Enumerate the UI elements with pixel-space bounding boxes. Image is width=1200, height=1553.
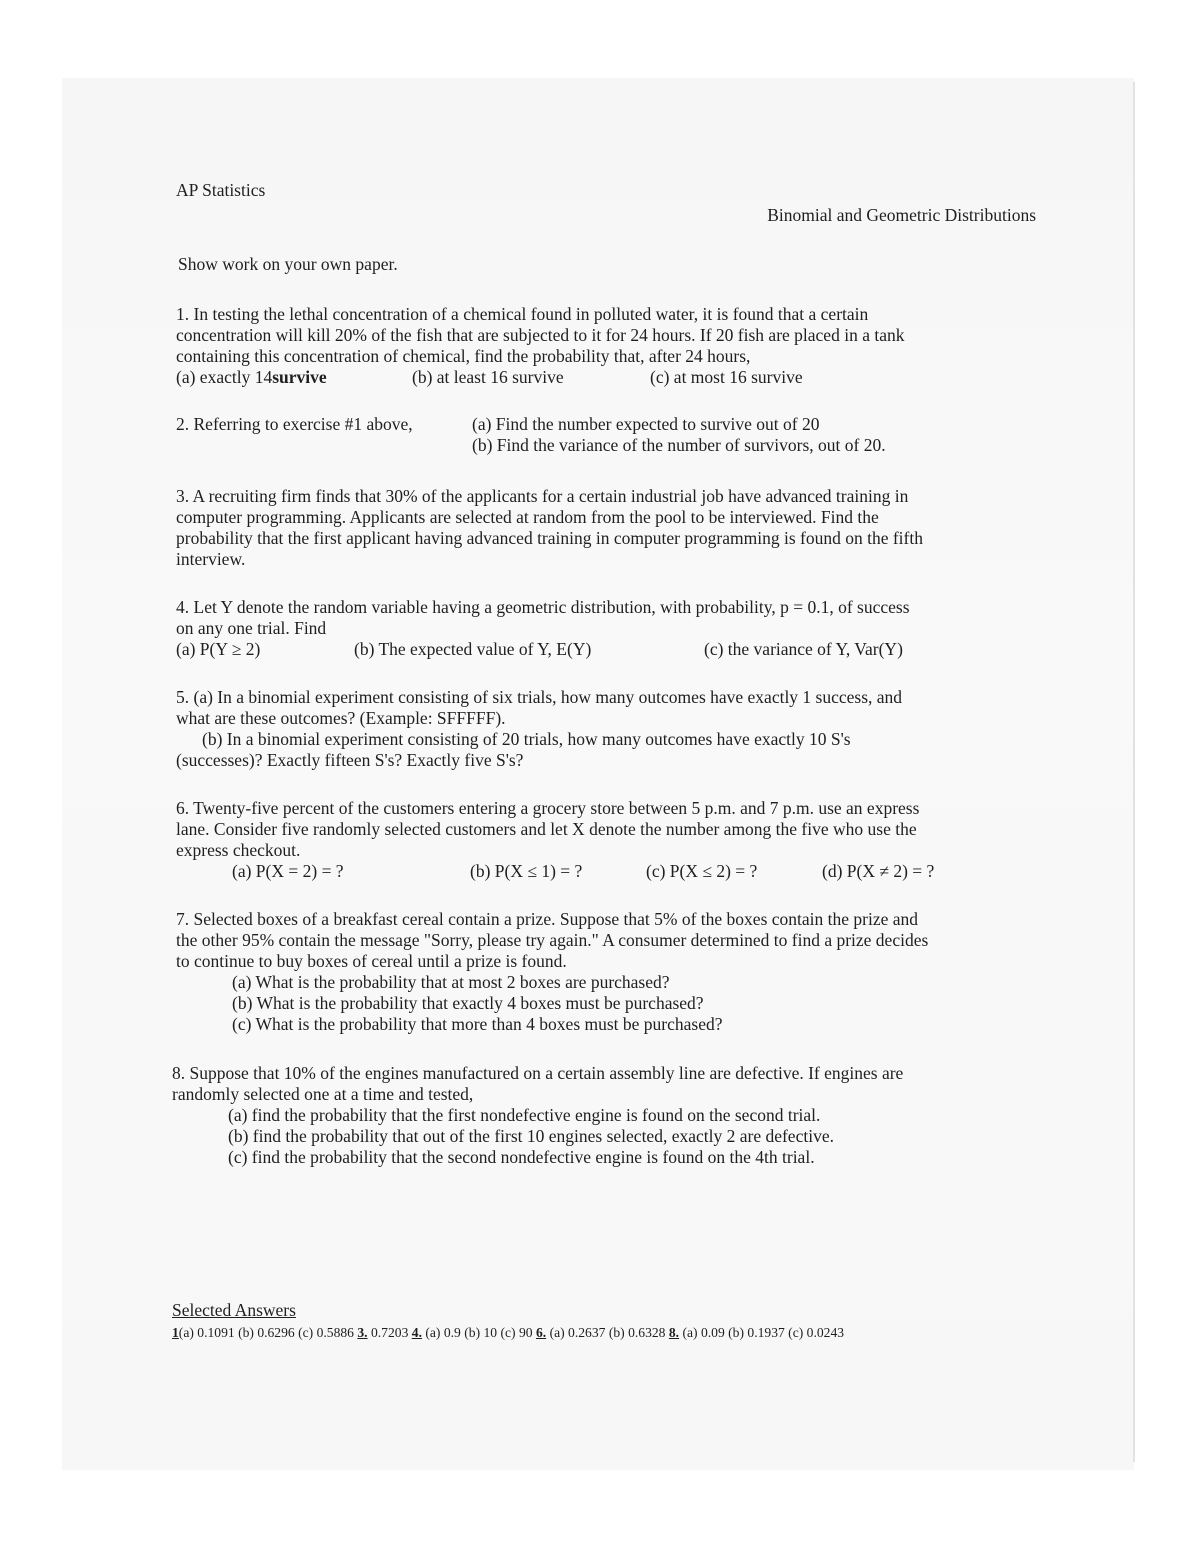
selected-answers-line	[172, 1325, 1052, 1341]
problem-7-line-3: to continue to buy boxes of cereal until a prize is found.	[176, 951, 567, 971]
problem-8	[172, 1063, 1036, 1168]
problem-7-line-1: 7. Selected boxes of a breakfast cereal contain a prize. Suppose that 5% of the boxes contain the prize and	[176, 909, 919, 929]
page-edge-shadow	[1133, 82, 1135, 1462]
problem-2-part-b: (b) Find the variance of the number of survivors, out of 20.	[472, 435, 886, 455]
problem-3-line-3: probability that the first applicant having advanced training in computer programming is found on the fifth	[176, 528, 923, 548]
problem-4-parts	[176, 639, 1036, 660]
problem-2-row-2	[176, 435, 1036, 456]
problem-8-part-b: (b) find the probability that out of the first 10 engines selected, exactly 2 are defective.	[228, 1126, 834, 1146]
problem-8-line-2: randomly selected one at a time and tested,	[172, 1084, 474, 1104]
problem-6-line-1: 6. Twenty-five percent of the customers entering a grocery store between 5 p.m. and 7 p.m. use an express	[176, 798, 920, 818]
problem-1	[176, 304, 1036, 388]
problem-2-lead: 2. Referring to exercise #1 above,	[176, 414, 413, 434]
problem-4-part-a: (a) P(Y ≥ 2)	[176, 639, 261, 659]
problem-1-line-3: containing this concentration of chemical, find the probability that, after 24 hours,	[176, 346, 751, 366]
problem-5	[176, 687, 1036, 771]
answer-1-values: (a) 0.1091 (b) 0.6296 (c) 0.5886	[178, 1325, 358, 1340]
problem-7-line-2: the other 95% contain the message "Sorry, please try again." A consumer determined to find a prize decides	[176, 930, 929, 950]
problem-4-line-1: 4. Let Y denote the random variable having a geometric distribution, with probability, p = 0.1, of success	[176, 597, 910, 617]
problem-3-line-4: interview.	[176, 549, 246, 569]
problem-6-part-d: (d) P(X ≠ 2) = ?	[822, 861, 935, 881]
answer-4-number: 4.	[411, 1325, 422, 1340]
problem-2	[176, 414, 1036, 456]
problem-1-part-b: (b) at least 16 survive	[412, 367, 564, 387]
problem-4-part-b: (b) The expected value of Y, E(Y)	[354, 639, 592, 659]
answer-6-number: 6.	[535, 1325, 547, 1340]
problem-7	[176, 909, 1036, 1035]
problem-6-part-a: (a) P(X = 2) = ?	[232, 861, 344, 881]
problem-2-row-1	[176, 414, 1036, 435]
problem-6-part-b: (b) P(X ≤ 1) = ?	[470, 861, 583, 881]
answer-3-values: 0.7203	[367, 1325, 412, 1340]
answer-4-values: (a) 0.9 (b) 10 (c) 90	[421, 1325, 536, 1340]
worksheet-body	[172, 180, 1036, 1168]
problem-1-part-a	[176, 367, 412, 388]
problem-1-part-c: (c) at most 16 survive	[650, 367, 803, 387]
worksheet-topic: Binomial and Geometric Distributions	[767, 205, 1036, 225]
answer-1-number: 1	[172, 1325, 179, 1340]
problem-3	[176, 486, 1036, 570]
problem-3-line-2: computer programming. Applicants are selected at random from the pool to be interviewed. Find the	[176, 507, 879, 527]
problem-7-part-b: (b) What is the probability that exactly 4 boxes must be purchased?	[232, 993, 704, 1013]
problem-2-part-a: (a) Find the number expected to survive out of 20	[472, 414, 820, 434]
problem-4	[176, 597, 1036, 660]
answer-8-number: 8.	[668, 1325, 680, 1340]
instructions-text: Show work on your own paper.	[178, 254, 398, 274]
answer-3-number: 3.	[357, 1325, 368, 1340]
selected-answers	[172, 1300, 1052, 1341]
problem-6-line-2: lane. Consider five randomly selected customers and let X denote the number among the five who use the	[176, 819, 917, 839]
problem-4-part-c: (c) the variance of Y, Var(Y)	[704, 639, 903, 659]
problem-2-spacer	[176, 435, 472, 456]
problem-6-line-3: express checkout.	[176, 840, 301, 860]
selected-answers-title: Selected Answers	[172, 1300, 296, 1320]
problem-5-line-1: 5. (a) In a binomial experiment consisting of six trials, how many outcomes have exactly 1 success, and	[176, 687, 903, 707]
answer-6-values: (a) 0.2637 (b) 0.6328	[546, 1325, 669, 1340]
problem-5-line-3: (b) In a binomial experiment consisting of 20 trials, how many outcomes have exactly 10 S's	[202, 729, 851, 749]
problem-3-line-1: 3. A recruiting firm finds that 30% of the applicants for a certain industrial job have advanced training in	[176, 486, 909, 506]
problem-1-part-a-text: (a) exactly 14	[176, 367, 273, 387]
problem-1-line-1: 1. In testing the lethal concentration of a chemical found in polluted water, it is found that a certain	[176, 304, 869, 324]
answer-8-values: (a) 0.09 (b) 0.1937 (c) 0.0243	[679, 1325, 845, 1340]
problem-8-part-c: (c) find the probability that the second nondefective engine is found on the 4th trial.	[228, 1147, 815, 1167]
problem-1-parts	[176, 367, 1036, 388]
problem-8-part-a: (a) find the probability that the first nondefective engine is found on the second trial.	[228, 1105, 821, 1125]
problem-6-parts	[176, 861, 1036, 882]
problem-6	[176, 798, 1036, 882]
problem-5-line-2: what are these outcomes? (Example: SFFFFF).	[176, 708, 506, 728]
problem-1-line-2: concentration will kill 20% of the fish that are subjected to it for 24 hours. If 20 fish are placed in a tank	[176, 325, 905, 345]
problem-1-part-a-bold: survive	[272, 367, 327, 387]
problem-8-line-1: 8. Suppose that 10% of the engines manufactured on a certain assembly line are defective. If engines are	[172, 1063, 904, 1083]
problem-6-part-c: (c) P(X ≤ 2) = ?	[646, 861, 758, 881]
problem-7-part-a: (a) What is the probability that at most 2 boxes are purchased?	[232, 972, 670, 992]
problem-5-line-4: (successes)? Exactly fifteen S's? Exactly five S's?	[176, 750, 524, 770]
problem-4-line-2: on any one trial. Find	[176, 618, 327, 638]
problem-7-part-c: (c) What is the probability that more than 4 boxes must be purchased?	[232, 1014, 723, 1034]
course-title: AP Statistics	[176, 180, 266, 200]
